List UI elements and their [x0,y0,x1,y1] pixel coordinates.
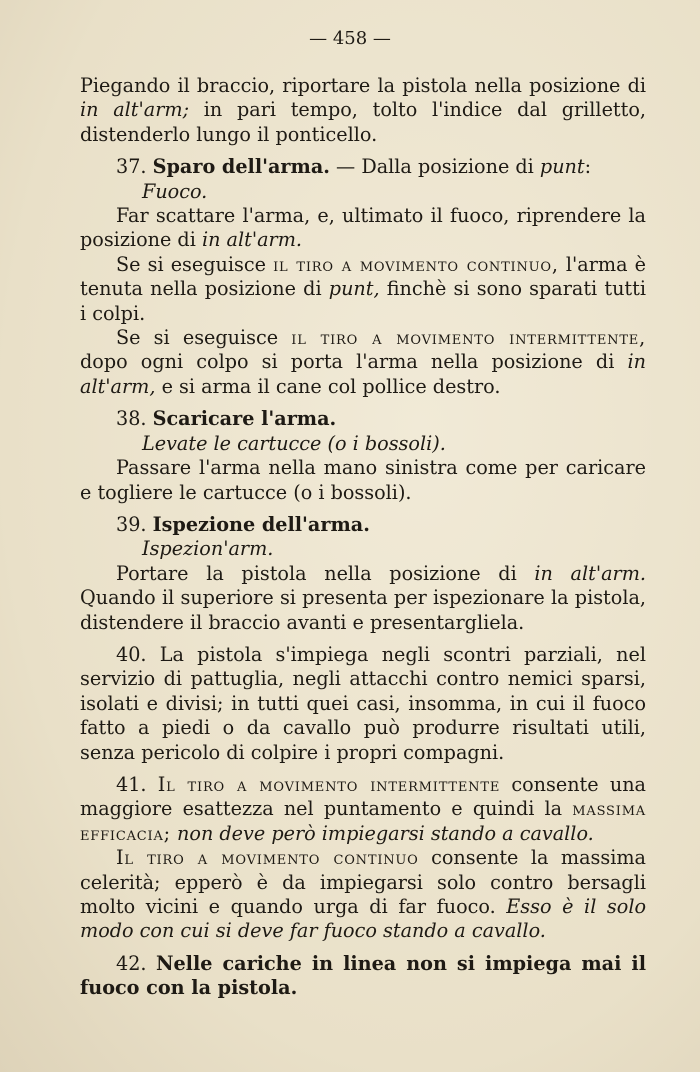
section-38-heading: 38. Scaricare l'arma. [116,407,337,431]
section-40-paragraph: 40. La pistola s'impiega negli scontri parziali, nel servizio di pattuglia, negli attacchi contro nemici sparsi, isolati e divisi; in tutti quei casi, insomma, in cui il fuoco fatto a piedi o da cavallo può produrre risultati utili, senza pericolo di colpire i propri compagni. [80,642,646,764]
section-41-paragraph: 41. Il tiro a movimento intermittente consente una maggiore esattezza nel puntamento e quindi la massima efficacia; non deve però impiegarsi stando a cavallo. [80,772,646,845]
section-37-heading: 37. Sparo dell'arma. — Dalla posizione di punt: [116,155,592,179]
section-37-command: Fuoco. [142,179,208,203]
section-38-para-1: Passare l'arma nella mano sinistra come per caricare e togliere le cartucce (o i bossoli). [80,456,646,504]
section-39-para-1: Portare la pistola nella posizione di in alt'arm. Quando il superiore si presenta per ispezionare la pistola, distendere il braccio avanti e presentargliela. [80,561,646,634]
section-41-para-2: Il tiro a movimento continuo consente la massima celerità; epperò è da impiegarsi solo contro bersagli molto vicini e quando urga di far fuoco. Esso è il solo modo con cui si deve far fuoco stando a cavallo. [80,846,647,943]
section-39-command: Ispezion'arm. [142,537,274,561]
section-37-para-2: Se si eseguisce il tiro a movimento continuo, l'arma è tenuta nella posizione di punt, finchè si sono sparati tutti i colpi. [80,252,647,325]
section-37-para-1: Far scattare l'arma, e, ultimato il fuoco, riprendere la posizione di in alt'arm. [80,204,646,252]
page-number: — 458 — [309,28,391,49]
paragraph-intro: Piegando il braccio, riportare la pistola nella posizione di in alt'arm; in pari tempo, tolto l'indice dal grilletto, distenderlo lungo il ponticello. [80,74,646,146]
section-37-para-3: Se si eseguisce il tiro a movimento intermittente, dopo ogni colpo si porta l'arma nella posizione di in alt'arm, e si arma il cane col pollice destro. [80,326,646,398]
section-42-paragraph: 42. Nelle cariche in linea non si impiega mai il fuoco con la pistola. [80,951,646,1000]
section-38-title: Scaricare l'arma. [152,407,337,431]
section-37-title: Sparo dell'arma. [152,155,330,179]
section-38-command: Levate le cartucce (o i bossoli). [142,431,446,455]
section-39-title: Ispezione dell'arma. [152,512,370,536]
section-39-heading: 39. Ispezione dell'arma. [116,512,370,536]
page-body [80,74,646,1001]
